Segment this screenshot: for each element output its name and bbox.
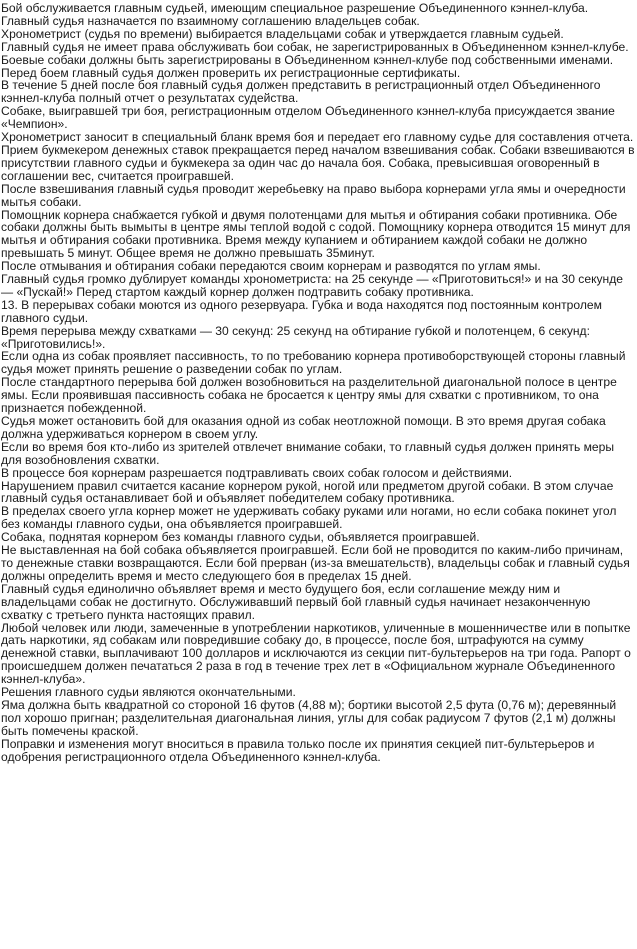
paragraph-1: Бой обслуживается главным судьей, имеющим специальное разрешение Объединенного кэннел-клуба. [1, 1, 589, 15]
paragraph-16: Если одна из собак проявляет пассивность, то по требованию корнера противоборствующей стороны главный судья может принять решение о разведении собак по углам. [1, 349, 626, 377]
paragraph-5: Боевые собаки должны быть зарегистрированы в Объединенном кэннел-клубе под собственными именами. Перед боем главный судья должен проверить их регистрационные сертификаты. [1, 52, 614, 80]
paragraph-26: Любой человек или люди, замеченные в употреблении наркотиков, уличенные в мошенничестве или в попытке дать наркотики, яд собакам или повредившие собаку до, в процессе, после боя, штрафуются на сумму денежной ставки, выплачивают 100 долларов и исключаются из секции пит-бультерьеров на три года. Рапорт о происшедшем должен печататься 2 раза в год в течение трех лет в «Официальном журнале Объединенного кэннел-клуба». [1, 620, 631, 687]
paragraph-6: В течение 5 дней после боя главный судья должен представить в регистрационный отдел Объединенного кэннел-клуба полный отчет о результатах судейства. [1, 78, 601, 106]
paragraph-15: Время перерыва между схватками — 30 секунд: 25 секунд на обтирание губкой и полотенцем, 6 секунд: «Приготовились!». [1, 323, 590, 351]
paragraph-23: Собака, поднятая корнером без команды главного судьи, объявляется проигравшей. [1, 530, 480, 545]
paragraph-11: Помощник корнера снабжается губкой и двумя полотенцами для мытья и обтирания собаки противника. Обе собаки должны быть вымыты в центре ямы теплой водой с содой. Помощнику корнера отводится 15 минут для мытья и обтирания собаки противника. Время между купанием и обтиранием каждой собаки не должно превышать 5 минут. Общее время не должно превышать 35минут. [1, 207, 631, 261]
paragraph-3: Хронометрист (судья по времени) выбирается владельцами собак и утверждается главным судьей. [1, 26, 564, 41]
paragraph-9: Прием букмекером денежных ставок прекращается перед началом взвешивания собак. Собаки взвешиваются в присутствии главного судьи и букмекера за один час до начала боя. Собака, превысившая оговоренный в соглашении вес, считается проигравшей. [1, 142, 635, 183]
paragraph-2: Главный судья назначается по взаимному соглашению владельцев собак. [1, 13, 420, 28]
paragraph-25: Главный судья единолично объявляет время и место будущего боя, если соглашение между ним и владельцами собак не достигнуто. Обслуживавший первый бой главный судья начинает незаконченную схватку с третьего пункта настоящих правил. [1, 581, 591, 622]
paragraph-4: Главный судья не имеет права обслуживать бои собак, не зарегистрированных в Объединенном кэннел-клубе. [1, 39, 629, 54]
paragraph-18: Судья может остановить бой для оказания одной из собак неотложной помощи. В это время другая собака должна удерживаться корнером в своем углу. [1, 414, 606, 441]
paragraph-7: Собаке, выигравшей три боя, регистрационным отделом Объединенного кэннел-клуба присуждается звание «Чемпион». [1, 104, 615, 132]
paragraph-8: Хронометрист заносит в специальный бланк время боя и передает его главному судье для составления отчета. [1, 130, 634, 145]
paragraph-20: В процессе боя корнерам разрешается подтравливать своих собак голосом и действиями. [1, 465, 513, 480]
paragraph-19: Если во время боя кто-либо из зрителей отвлечет внимание собаки, то главный судья должен принять меры для возобновления схватки. [1, 439, 615, 467]
paragraph-21: Нарушением правил считается касание корнером рукой, ногой или предметом другой собаки. В этом случае главный судья останавливает бой и объявляет победителем собаку противника. [1, 478, 614, 506]
paragraph-17: После стандартного перерыва бой должен возобновиться на разделительной диагональной полосе в центре ямы. Если проявившая пассивность собака не бросается к центру ямы для схватки с противником, то она признается побежденной. [1, 375, 617, 416]
paragraph-24: Не выставленная на бой собака объявляется проигравшей. Если бой не проводится по каким-либо причинам, то денежные ставки возвращаются. Если бой прерван (из-за вмешательств), владельцы собак и главный судья должны определить время и место следующего боя в пределах 15 дней. [1, 543, 630, 583]
paragraph-28: Яма должна быть квадратной со стороной 16 футов (4,88 м); бортики высотой 2,5 фута (0,76 м); деревянный пол хорошо пригнан; разделительная диагональная линия, углы для собак радиусом 7 футов (2,1 м) должны быть помечены краской. [1, 697, 617, 738]
paragraph-29: Поправки и изменения могут вноситься в правила только после их принятия секцией пит-бультерьеров и одобрения регистрационного отдела Объединенного кэннел-клуба. [1, 736, 595, 764]
paragraph-12: После отмывания и обтирания собаки передаются своим корнерам и разводятся по углам ямы. [1, 259, 541, 274]
paragraph-22: В пределах своего угла корнер может не удерживать собаку руками или ногами, но если собака покинет угол без команды главного судьи, она объявляется проигравшей. [1, 504, 617, 532]
paragraph-14: 13. В перерывах собаки моются из одного резервуара. Губка и вода находятся под постоянным контролем главного судьи. [1, 297, 602, 325]
paragraph-10: После взвешивания главный судья проводит жеребьевку на право выбора корнерами угла ямы и очередности мытья собаки. [1, 181, 626, 209]
paragraph-27: Решения главного судьи являются окончательными. [1, 685, 296, 700]
paragraph-13: Главный судья громко дублирует команды хронометриста: на 25 секунде — «Приготовиться!» и на 30 секунде — «Пускай!» Перед стартом каждый корнер должен подтравить собаку противника. [1, 272, 624, 299]
